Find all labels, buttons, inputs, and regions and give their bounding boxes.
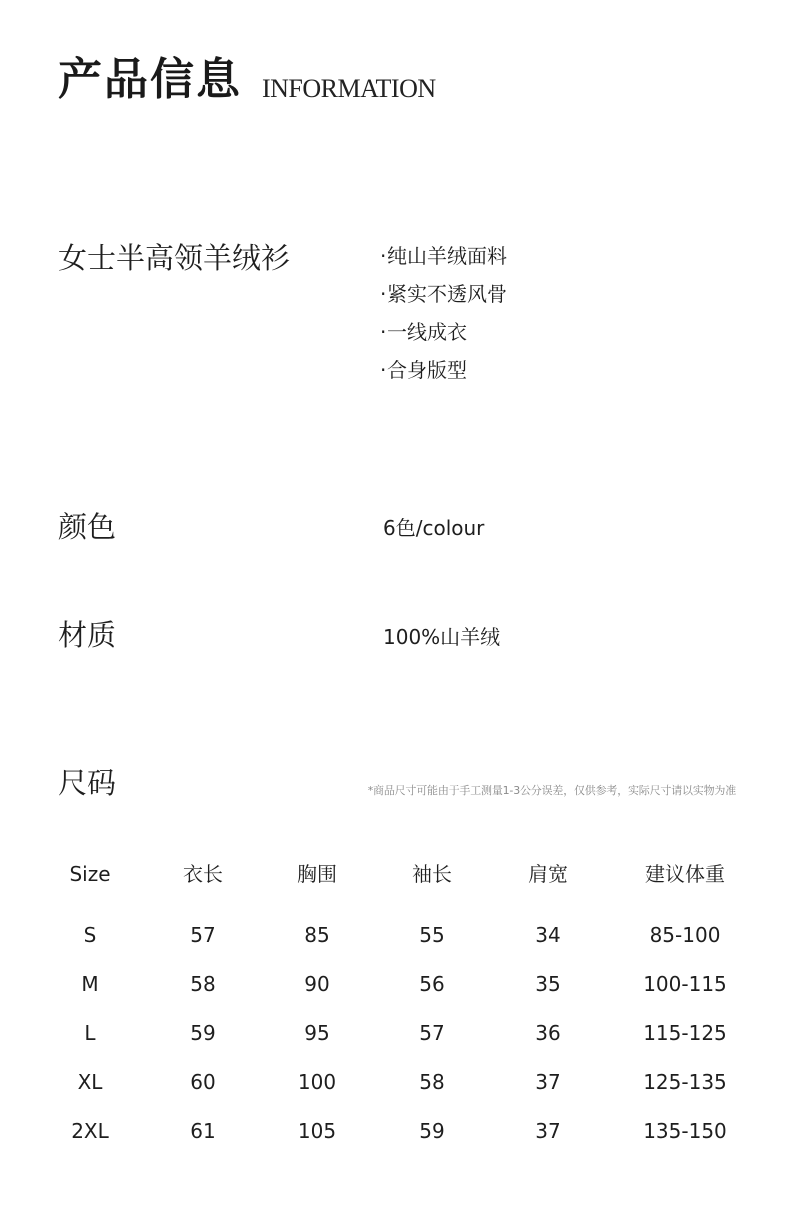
table-cell: 55 <box>419 923 445 947</box>
feature-item <box>380 320 507 358</box>
header-cell: 建议体重 <box>645 862 725 886</box>
table-cell: 105 <box>297 1119 337 1143</box>
bullet-dot: · <box>380 282 387 306</box>
table-cell: 115-125 <box>643 1021 727 1045</box>
product-name: 女士半高领羊绒衫 <box>58 241 291 275</box>
size-note: *商品尺寸可能由于手工测量1-3公分误差，仅供参考，实际尺寸请以实物为准 <box>367 784 736 797</box>
table-cell: 60 <box>190 1070 216 1094</box>
table-cell: M <box>81 972 99 996</box>
table-row <box>30 1109 750 1158</box>
table-cell: 57 <box>190 923 216 947</box>
feature-item <box>380 282 507 320</box>
header-cell: 胸围 <box>297 862 337 886</box>
table-cell: 85 <box>304 923 330 947</box>
bullet-dot: · <box>380 358 387 382</box>
table-cell: S <box>83 923 97 947</box>
table-cell: XL <box>77 1070 103 1094</box>
feature-text: 合身版型 <box>387 358 467 382</box>
table-cell: 34 <box>535 923 561 947</box>
table-cell: 58 <box>190 972 216 996</box>
table-row <box>30 913 750 962</box>
header-cell: 袖长 <box>412 862 452 886</box>
color-value: 6色/colour <box>383 516 485 540</box>
table-cell: 135-150 <box>643 1119 727 1143</box>
table-cell: 57 <box>419 1021 445 1045</box>
header-cell: 肩宽 <box>528 862 568 886</box>
table-cell: L <box>84 1021 96 1045</box>
table-row <box>30 1011 750 1060</box>
table-cell: 35 <box>535 972 561 996</box>
table-header-row <box>30 852 750 913</box>
table-cell: 100 <box>297 1070 337 1094</box>
table-cell: 58 <box>419 1070 445 1094</box>
table-cell: 100-115 <box>643 972 727 996</box>
table-cell: 61 <box>190 1119 216 1143</box>
color-label: 颜色 <box>58 510 117 544</box>
material-value: 100%山羊绒 <box>383 625 501 649</box>
table-cell: 36 <box>535 1021 561 1045</box>
feature-item <box>380 358 507 396</box>
header-cell: 衣长 <box>183 862 223 886</box>
table-cell: 125-135 <box>643 1070 727 1094</box>
feature-list <box>380 244 507 396</box>
header-cell: Size <box>69 862 111 886</box>
table-cell: 2XL <box>71 1119 109 1143</box>
material-label: 材质 <box>58 618 117 652</box>
feature-text: 紧实不透风骨 <box>387 282 507 306</box>
table-cell: 95 <box>304 1021 330 1045</box>
table-cell: 37 <box>535 1070 561 1094</box>
feature-item <box>380 244 507 282</box>
page-title: 产品信息 <box>58 54 242 105</box>
table-row <box>30 962 750 1011</box>
table-row <box>30 1060 750 1109</box>
table-cell: 56 <box>419 972 445 996</box>
size-label: 尺码 <box>58 766 117 800</box>
feature-text: 纯山羊绒面料 <box>387 244 507 268</box>
size-table <box>30 852 750 1158</box>
table-cell: 90 <box>304 972 330 996</box>
page-subtitle: INFORMATION <box>262 74 436 103</box>
bullet-dot: · <box>380 320 387 344</box>
bullet-dot: · <box>380 244 387 268</box>
table-cell: 37 <box>535 1119 561 1143</box>
table-cell: 85-100 <box>649 923 721 947</box>
table-cell: 59 <box>419 1119 445 1143</box>
table-cell: 59 <box>190 1021 216 1045</box>
feature-text: 一线成衣 <box>387 320 467 344</box>
